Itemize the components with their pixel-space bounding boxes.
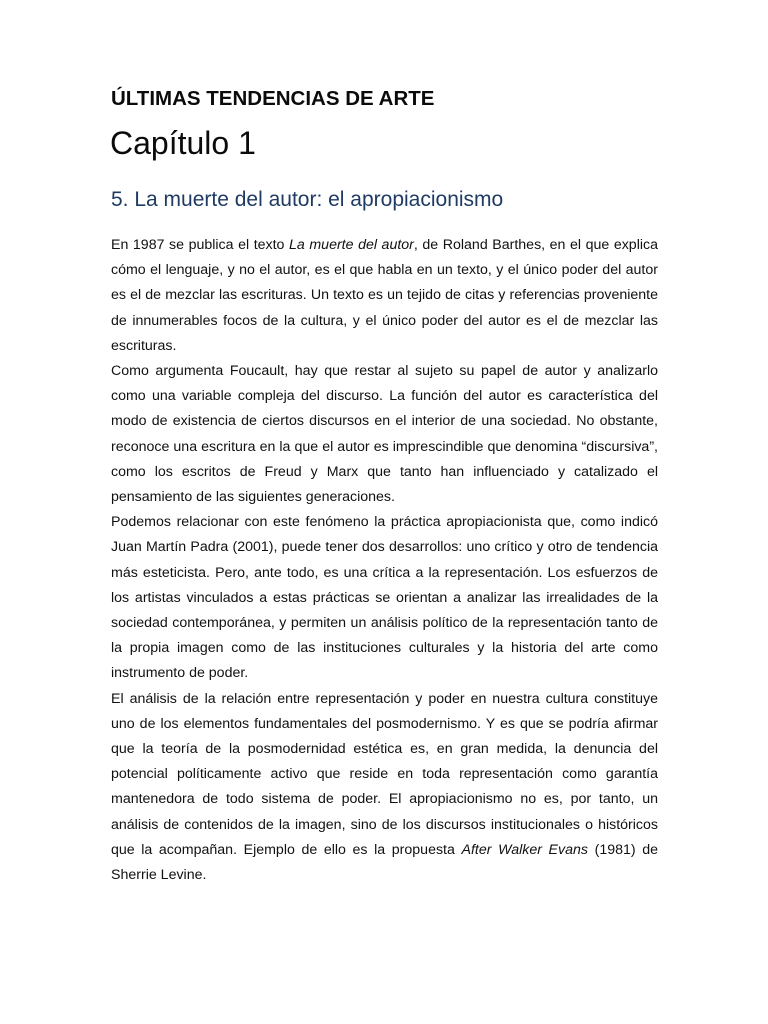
document-header-title: ÚLTIMAS TENDENCIAS DE ARTE [111,87,435,110]
artwork-title: After Walker Evans [461,841,588,858]
paragraph-text: El análisis de la relación entre representación y poder en nuestra cultura constituye uno de los elementos fundamentales del posmodernismo. Y es que se podría afirmar que la teoría de la posmodernidad estética es, en gran medida, la denuncia del potencial políticamente activo que reside en toda representación como garantía mantenedora de todo sistema de poder. El apropiacionismo no es, por tanto, un análisis de contenidos de la imagen, sino de los discursos institucionales o históricos que la acompañan. Ejemplo de ello es la propuesta [111,690,658,858]
section-title: 5. La muerte del autor: el apropiacionismo [111,188,504,211]
paragraph-text: , de Roland Barthes, en el que explica cómo el lenguaje, y no el autor, es el que habla en un texto, y el único poder del autor es el de mezclar las escrituras. Un texto es un tejido de citas y referencias proveniente de innumerables focos de la cultura, y el único poder del autor es el de mezclar las escrituras. [111,237,658,354]
paragraph-text: En 1987 se publica el texto [111,237,290,253]
paragraph-foucault: Como argumenta Foucault, hay que restar al sujeto su papel de autor y analizarlo como una variable compleja del discurso. La función del autor es característica del modo de existencia de ciertos discursos en el interior de una sociedad. No obstante, reconoce una escritura en la que el autor es imprescindible que denomina “discursiva”, como los escritos de Freud y Marx que tanto han influenciado y catalizado el pensamiento de las siguientes generaciones. [111,363,658,506]
chapter-title: Capítulo 1 [110,125,256,161]
book-title: La muerte del autor [289,237,414,253]
paragraph-apropiacionismo: Podemos relacionar con este fenómeno la práctica apropiacionista que, como indicó Juan Martín Padra (2001), puede tener dos desarrollos: uno crítico y otro de tendencia más esteticista. Pero, ante todo, es una crítica a la representación. Los esfuerzos de los artistas vinculados a estas prácticas se orientan a analizar las irrealidades de la sociedad contemporánea, y permiten un análisis político de la representación tanto de la propia imagen como de las instituciones culturales y la historia del arte como instrumento de poder. [111,514,658,682]
paragraph-posmodernismo [111,687,658,889]
body-text [111,233,658,888]
paragraph-barthes [111,233,658,359]
paragraph-text: (1981) de Sherrie Levine. [111,841,658,884]
